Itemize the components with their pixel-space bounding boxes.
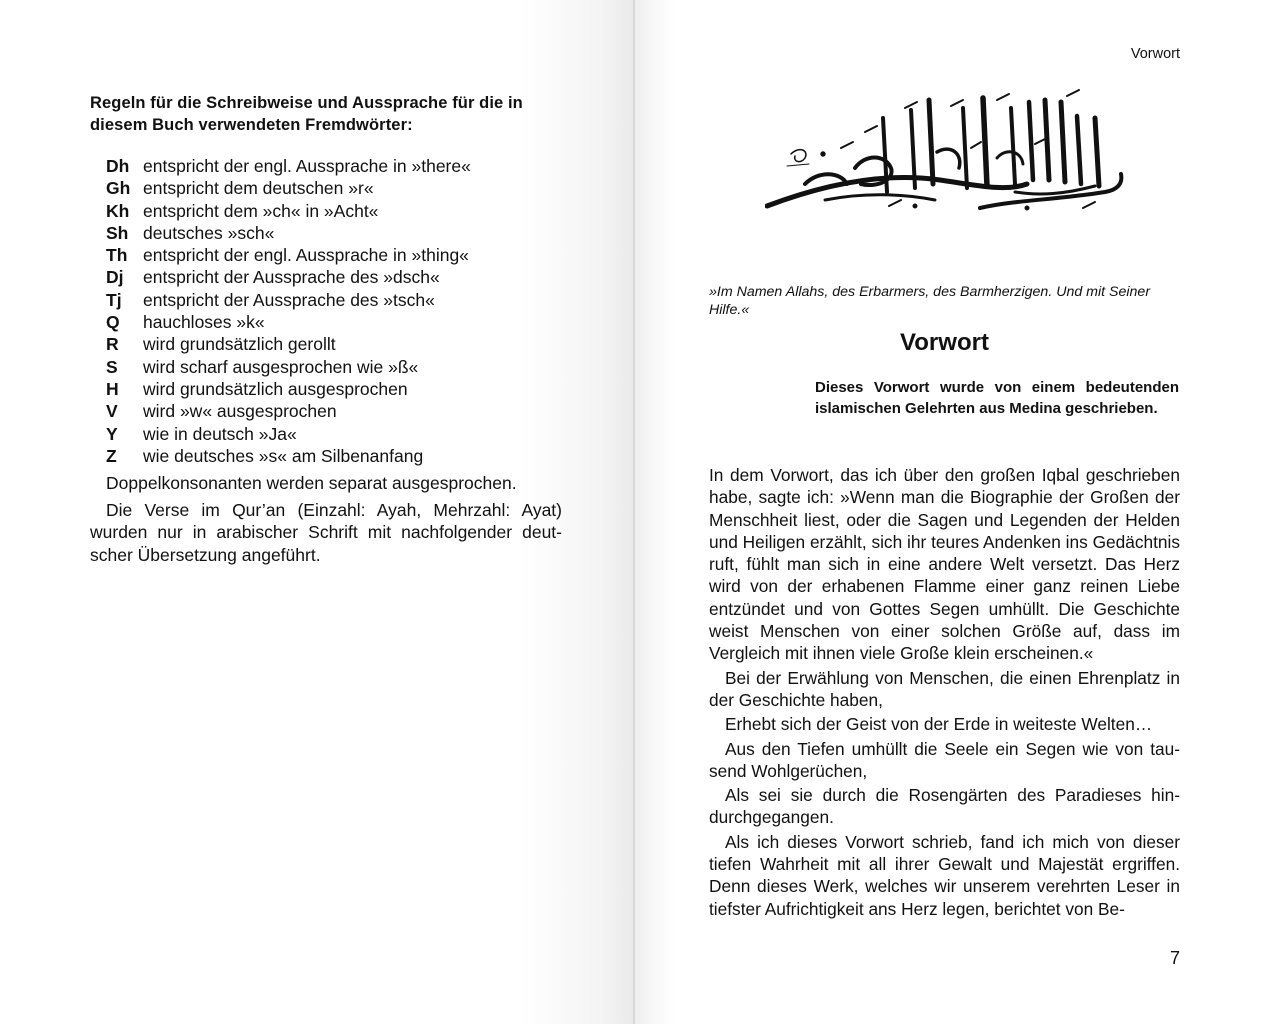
basmala-translation: »Im Namen Allahs, des Erbarmers, des Barmherzigen. Und mit Seiner Hilfe.« xyxy=(709,284,1151,318)
transliteration-key: R xyxy=(106,334,119,355)
transliteration-key: Sh xyxy=(106,222,129,243)
transliteration-row xyxy=(106,356,566,378)
transliteration-row xyxy=(106,378,566,400)
body-paragraph: Als ich dieses Vorwort schrieb, fand ich mich von dieser tiefen Wahrheit mit all ihrer Gewalt und Majestät ergriffen. Denn dieses Werk, welches wir unserem verehrten Leser in tiefster Aufrichtigkeit ans Herz legen, berichtet von Be- xyxy=(709,831,1180,919)
transliteration-row xyxy=(106,155,566,177)
transliteration-row xyxy=(106,244,566,266)
transliteration-key: Gh xyxy=(106,178,131,199)
transliteration-key: H xyxy=(106,378,119,399)
running-head: Vorwort xyxy=(1130,46,1180,62)
transliteration-key: S xyxy=(106,356,118,377)
body-paragraph: Bei der Erwählung von Menschen, die einen Ehrenplatz in der Geschichte haben, xyxy=(709,667,1180,710)
transliteration-row xyxy=(106,289,566,311)
chapter-title: Vorwort xyxy=(900,329,989,356)
transliteration-row xyxy=(106,333,566,355)
transliteration-row xyxy=(106,400,566,422)
double-consonants-note: Doppelkonsonanten werden separat ausgesprochen. xyxy=(106,473,517,493)
transliteration-text: hauchloses »k« xyxy=(143,312,265,333)
page-number: 7 xyxy=(1169,948,1180,968)
transliteration-key: Kh xyxy=(106,200,130,221)
transliteration-key: Y xyxy=(106,423,118,444)
transliteration-row xyxy=(106,445,566,467)
transliteration-key: Q xyxy=(106,312,120,333)
transliteration-key: Tj xyxy=(106,289,122,310)
transliteration-row xyxy=(106,423,566,445)
transliteration-text: entspricht der Aussprache des »tsch« xyxy=(143,289,435,310)
transliteration-text: entspricht der engl. Aussprache in »thing« xyxy=(143,245,469,266)
transliteration-row xyxy=(106,222,566,244)
body-paragraph: Aus den Tiefen umhüllt die Seele ein Segen wie von tausend Wohlgerüchen, xyxy=(709,738,1180,781)
transliteration-text: entspricht der engl. Aussprache in »there« xyxy=(143,156,471,176)
author-note: Dieses Vorwort wurde von einem bedeutenden islamischen Gelehrten aus Medina geschrieben. xyxy=(815,379,1179,417)
transliteration-key: V xyxy=(106,401,118,422)
transliteration-row xyxy=(106,311,566,333)
verses-note: Die Verse im Qur’an (Einzahl: Ayah, Mehrzahl: Ayat) wurden nur in arabischer Schrift mit nachfolgender deutscher Übersetzung angeführt. xyxy=(90,500,562,565)
body-paragraph: In dem Vorwort, das ich über den großen Iqbal geschrieben habe, sagte ich: »Wenn man die Biographie der Großen der Menschheit liest, oder die Sagen und Legenden der Helden und Heiligen erzählt, sich ihr teures Andenken ins Gedächtnis ruft, fühlt man sich in eine andere Welt versetzt. Das Herz wird von der erhabenen Flamme einer ganz reinen Liebe entzündet und von Gottes Segen umhüllt. Die Geschichte weist Menschen von einer solchen Größe auf, dass im Vergleich mit ihnen viele Große klein erscheinen.« xyxy=(709,465,1180,664)
transliteration-text: wie in deutsch »Ja« xyxy=(143,423,297,444)
transliteration-text: wird grundsätzlich ausgesprochen xyxy=(143,378,408,399)
transliteration-text: wird »w« ausgesprochen xyxy=(143,401,337,422)
body-text xyxy=(709,464,1180,922)
transliteration-key: Dh xyxy=(106,156,130,176)
transliteration-text: wie deutsches »s« am Silbenanfang xyxy=(143,445,424,466)
transliteration-text: deutsches »sch« xyxy=(143,222,275,243)
transliteration-key: Dj xyxy=(106,267,124,288)
transliteration-text: wird grundsätzlich gerollt xyxy=(143,334,336,355)
transliteration-row xyxy=(106,266,566,288)
basmala-calligraphy xyxy=(765,88,1125,223)
transliteration-text: entspricht dem »ch« in »Acht« xyxy=(143,200,379,221)
transliteration-row xyxy=(106,200,566,222)
transliteration-key: Z xyxy=(106,445,117,466)
transliteration-list xyxy=(106,155,566,467)
transliteration-row xyxy=(106,177,566,199)
body-paragraph: Erhebt sich der Geist von der Erde in weiteste Welten… xyxy=(725,714,1153,735)
transliteration-text: wird scharf ausgesprochen wie »ß« xyxy=(143,356,419,377)
rules-heading: Regeln für die Schreibweise und Aussprache für die in diesem Buch verwendeten Fremdwörter: xyxy=(90,94,523,134)
right-page xyxy=(635,0,1270,1024)
body-paragraph: Als sei sie durch die Rosengärten des Paradieses hindurchgegangen. xyxy=(709,785,1180,828)
transliteration-key: Th xyxy=(106,245,128,266)
transliteration-text: entspricht dem deutschen »r« xyxy=(143,178,374,199)
transliteration-text: entspricht der Aussprache des »dsch« xyxy=(143,267,440,288)
